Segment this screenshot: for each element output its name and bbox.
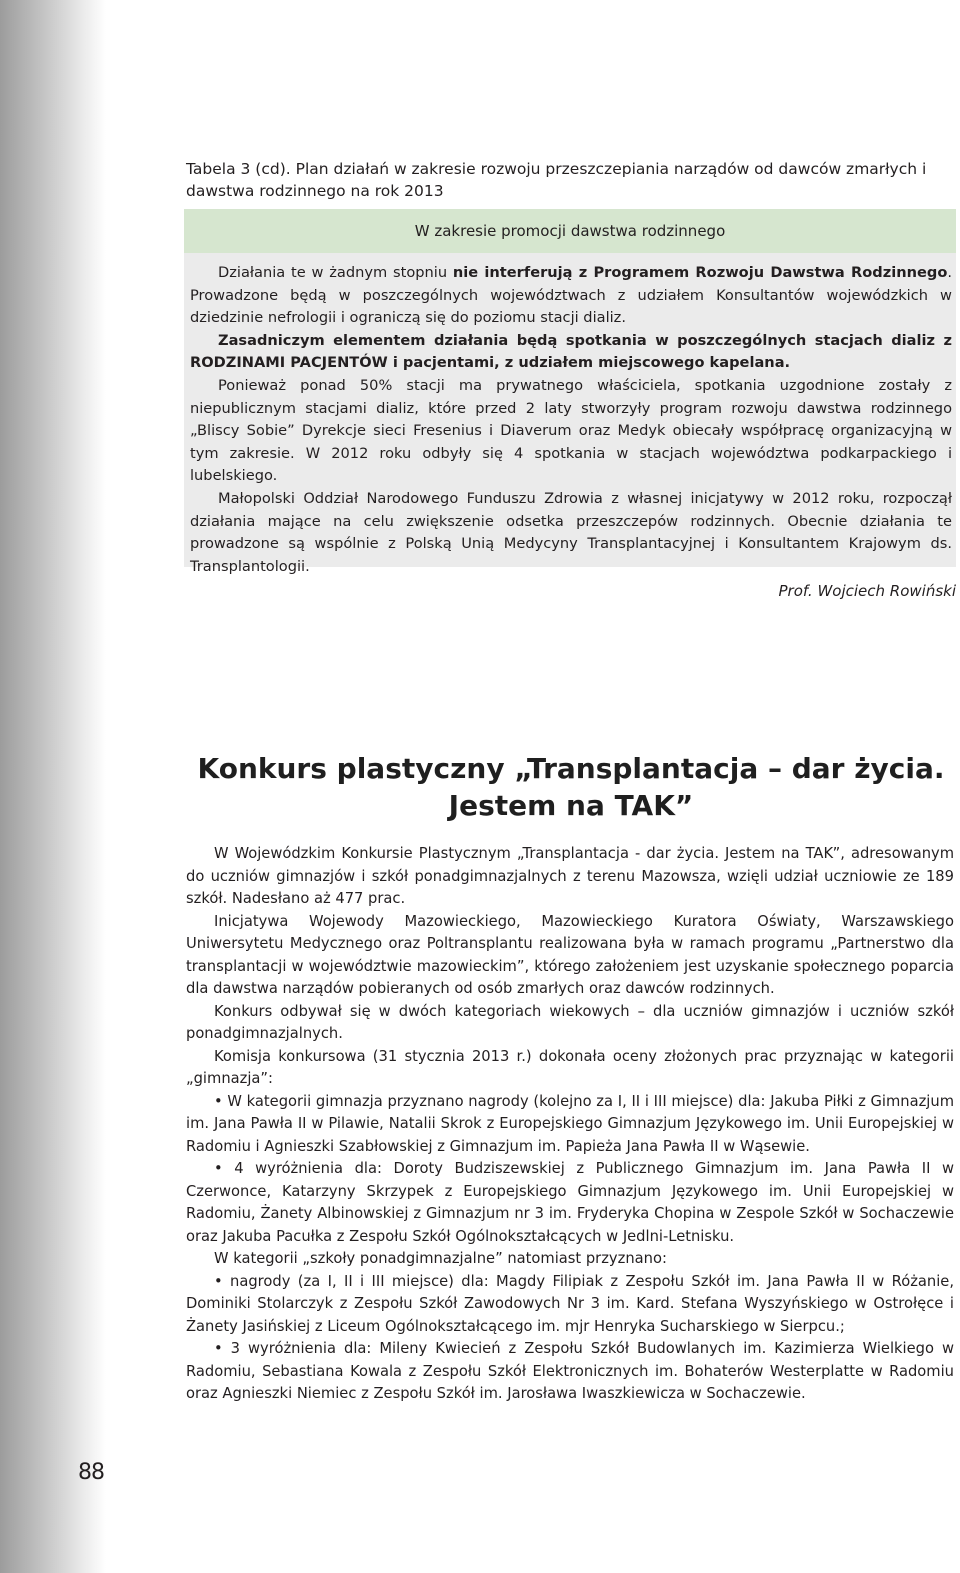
article-title-line: Jestem na TAK”	[448, 789, 694, 822]
table-p1-tail: . Prowadzone będą w poszczególnych województwach z udziałem Konsultantów wojewódzkich w dziedzinie nefrologii i ograniczą się do poziomu stacji dializ.	[190, 264, 952, 327]
article-list-item: • W kategorii gimnazja przyznano nagrody (kolejno za I, II i III miejsce) dla: Jakuba Piłki z Gimnazjum im. Jana Pawła II w Pilawie, Natalii Skrok z Europejskiego Gimnazjum Językowego im. Unii Europejskiej w Radomiu i Agnieszki Szabłowskiej z Gimnazjum im. Papieża Jana Pawła II w Wąsewie.	[186, 1092, 954, 1155]
page-number: 88	[78, 1460, 104, 1485]
table-paragraph: Ponieważ ponad 50% stacji ma prywatnego właściciela, spotkania uzgodnione zostały z niepublicznym stacjami dializ, które przed 2 laty stworzyły program rozwoju dawstwa rodzinnego „Bliscy Sobie” Dyrekcje sieci Fresenius i Diaverum oraz Medyk obiecały współpracę organizacyjną w tym zakresie. W 2012 roku odbyły się 4 spotkania w stacjach województwa podkarpackiego i lubelskiego.	[190, 376, 952, 485]
article-body	[186, 843, 954, 1406]
plan-table	[184, 209, 956, 575]
table-paragraph: Małopolski Oddział Narodowego Funduszu Zdrowia z własnej inicjatywy w 2012 roku, rozpoczął działania mające na celu zwiększenie odsetka przeszczepów rodzinnych. Obecnie działania te prowadzone są wspólnie z Polską Unią Medycyny Transplantacyjnej i Konsultantem Krajowym ds. Transplantologii.	[190, 489, 952, 575]
article-list-item: • 3 wyróżnienia dla: Mileny Kwiecień z Zespołu Szkół Budowlanych im. Kazimierza Wielkiego w Radomiu, Sebastiana Kowala z Zespołu Szkół Elektronicznych im. Bohaterów Westerplatte w Radomiu oraz Agnieszki Niemiec z Zespołu Szkół im. Jarosława Iwaszkiewicza w Sochaczewie.	[186, 1340, 954, 1402]
table-body	[184, 253, 956, 578]
article-paragraph: W kategorii „szkoły ponadgimnazjalne” natomiast przyznano:	[214, 1250, 667, 1267]
table-p1-lead: Działania te w żadnym stopniu	[218, 264, 453, 281]
article-paragraph: Inicjatywa Wojewody Mazowieckiego, Mazowieckiego Kuratora Oświaty, Warszawskiego Uniwersytetu Medycznego oraz Poltransplantu realizowana była w ramach programu „Partnerstwo dla transplantacji w województwie mazowieckim”, którego założeniem jest uzyskanie społecznego poparcia dla dawstwa narządów pobieranych od osób zmarłych oraz dawców rodzinnych.	[186, 912, 954, 997]
table-p1-bold: nie interferują z Programem Rozwoju Dawstwa Rodzinnego	[452, 264, 948, 281]
table-caption: Tabela 3 (cd). Plan działań w zakresie rozwoju przeszczepiania narządów od dawców zmarłych i dawstwa rodzinnego na rok 2013	[186, 160, 927, 200]
article-paragraph: Konkurs odbywał się w dwóch kategoriach wiekowych – dla uczniów gimnazjów i uczniów szkół ponadgimnazjalnych.	[186, 1002, 954, 1042]
author-signature: Prof. Wojciech Rowiński	[778, 582, 956, 600]
article-list-item: • nagrody (za I, II i III miejsce) dla: Magdy Filipiak z Zespołu Szkół im. Jana Pawła II w Różanie, Dominiki Stolarczyk z Zespołu Szkół Zawodowych Nr 3 im. Kard. Stefana Wyszyńskiego w Ostrołęce i Żanety Jasińskiej z Liceum Ogólnokształcącego im. mjr Henryka Sucharskiego w Sierpcu.;	[186, 1272, 954, 1335]
page-side-band	[0, 0, 106, 1573]
table-header: W zakresie promocji dawstwa rodzinnego	[184, 209, 956, 253]
article-paragraph: Komisja konkursowa (31 stycznia 2013 r.) dokonała oceny złożonych prac przyznając w kategorii „gimnazja”:	[186, 1047, 954, 1087]
article-list-item: • 4 wyróżnienia dla: Doroty Budziszewskiej z Publicznego Gimnazjum im. Jana Pawła II w Czerwonce, Katarzyny Skrzypek z Europejskiego Gimnazjum Językowego im. Unii Europejskiej w Radomiu, Żanety Albinowskiej z Gimnazjum nr 3 im. Fryderyka Chopina w Zespole Szkół w Sochaczewie oraz Jakuba Pacułka z Zespołu Szkół Ogólnokształcących w Jedlni-Letnisku.	[186, 1160, 954, 1245]
table-paragraph-bold: Zasadniczym elementem działania będą spotkania w poszczególnych stacjach dializ z RODZINAMI PACJENTÓW i pacjentami, z udziałem miejscowego kapelana.	[190, 331, 952, 372]
article-paragraph: W Wojewódzkim Konkursie Plastycznym „Transplantacja - dar życia. Jestem na TAK”, adresowanym do uczniów gimnazjów i szkół ponadgimnazjalnych z terenu Mazowsza, wzięli udział uczniowie ze 189 szkół. Nadesłano aż 477 prac.	[186, 845, 954, 907]
article-title-line: Konkurs plastyczny „Transplantacja – dar życia.	[197, 752, 945, 785]
article-title	[186, 750, 956, 824]
table-paragraph	[190, 262, 952, 330]
